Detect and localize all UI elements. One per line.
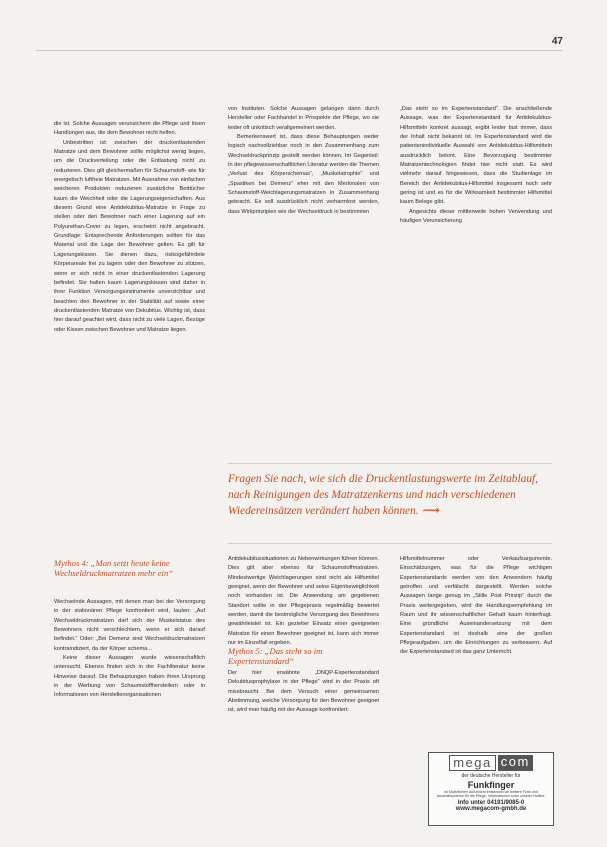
ad-small-text: ist Marktführer! Außerdem entwickeln wir weitere Funk und Anschaltsysteme für die Pflege. Informationen unter unserer Hotline. — [436, 790, 546, 799]
column-3-top — [400, 105, 552, 226]
paragraph: Unbestritten ist: zwischen der druckentlastenden Matratze und dem Bewohner sollte möglichst wenig liegen, um die Druckverteilung oder die Entlastung nicht zu reduzieren. Dies gilt gleichermaßen für Schaumstoff- wie für energetisch luftfreie Matratzen. Mit Ausnahme von einfachen weicheren Produkten reduzieren zusätzliche Betttücher kaum die Weichheit oder die Lagerungseigenschaften. Aus diesem Grund eine Antidekubitus-Matratze in Frage zu stellen oder den Bewohner nach einer Lagerung auf ein Polyurethan-Cover zu legen, erscheint nicht angebracht. Grundlage: Entsprechende Anforderungen sollten für das Material und die Lage der Bewohner gelten. Es gilt für Lagerungskissen. Sie dienen dazu, risikogefährdete Körperareale frei zu lagern oder den Bewohner zu stützen, wenn er sich nicht in einer druckentlastenden Lagerung befindet. Sie halten kaum Lagerungskissen sind daher in ihrer Funktion Versorgungsinstrumente unverzichtbar und beachten den Bewohner in der Stabilität auf sowie einer druckentlastenden Matratze von Dekubitus. Wichtig ist, dass hier darauf geachtet wird, dass nicht zu viele Lagen, Bezüge oder Kissen zwischen Bewohner und Matratze liegen. — [54, 139, 205, 333]
paragraph: von Instituten. Solche Aussagen gelangen dann durch Hersteller oder Fachhandel in Prospekte der Pflege, wo sie leider oft unkritisch verallgemeinert werden. — [228, 106, 379, 131]
ad-phone: Info unter 04191/9085-0 — [457, 799, 525, 806]
logo-left: mega — [449, 755, 496, 771]
ad-website-link[interactable]: www.megacom-gmbh.de — [455, 805, 527, 812]
paragraph: Der hier erwähnte „DNQP-Expertenstandard Dekubitusprophylaxe in der Pflege“ wird in der Praxis oft missbraucht. Bei dem Versuch einer gemeinsamen Abstimmung, welche Versorgung für den Bewohner geeignet ist, wird man häufig mit der Aussage konfrontiert: — [228, 670, 379, 714]
pullquote-rule-bottom — [228, 543, 552, 544]
column-1-bottom — [54, 598, 205, 701]
ad-product: Funkfinger — [467, 780, 515, 790]
paragraph: Hilfsmittelnummer oder Verkaufsargumente. Einschätzungen, was für die Pflege wichtigen Expertenstandards werden von den Anwendern häufig getroffen und verfälscht dargestellt. Werden solche Aussagen lange genug im „Stille Post Prinzip“ durch die Praxis weitergegeben, wird die Handlungsempfehlung im Raum und ihr wissenschaftlicher Gehalt kaum hinterfragt. Eine gründliche Auseinandersetzung mit dem Expertenstandard ist deshalb eine der großen Pflegeaufgaben, um die Einrichtungen zu verbessern. Auf der Expertenstandard ist das ganz Unterricht. — [400, 556, 552, 656]
logo-right: com — [498, 755, 533, 771]
paragraph: Wechselnde Aussagen, mit denen man bei der Versorgung in der stationären Pflege konfrontiert wird, lauten: „Auf Wechseldruckmatratzen darf sich der Muskelstatus des Bewohners nicht verschlechtern, wenn er sich darauf befindet.“ Oder: „Bei Demenz sind Wechseldruckmatratzen kontraindiziert, da der Körper schema... — [54, 599, 205, 652]
pullquote-text: Fragen Sie nach, wie sich die Druckentlastungswerte im Zeitablauf, nach Reinigungen des Matratzenkerns und nach verschiedenen Wiedereinsätzen verändert haben können. — [228, 473, 539, 518]
paragraph: Bemerkenswert ist, dass diese Behauptungen weder logisch nachvollziehbar noch in den Zusammenhang zum Wechseldruckprinzip gestellt werden können. Im Gegenteil: In der pflegewissenschaftlichen Literatur werden die Themen „Verlust des Körperschemas“, „Muskelatrophie“ und „Spastiken bei Demenz“ eher mit den Merkmalen von Schaumstoff-Weichlagerungsmatratzen in Zusammenhang gebracht. Es soll ausdrücklich nicht verharmlost werden, dass Wirkprinzipien wie der Wechseldruck in bestimmten — [228, 134, 379, 215]
column-2-last — [228, 669, 379, 716]
page-number: 47 — [551, 36, 563, 47]
advertisement[interactable] — [428, 752, 554, 826]
column-3-bottom — [400, 555, 552, 658]
column-2-bottom — [228, 555, 379, 648]
column-2-top — [228, 105, 379, 217]
subhead-mythos-4: Mythos 4: „Man setzt heute keine Wechseldruckmatratzen mehr ein“ — [54, 558, 174, 578]
megacom-logo — [429, 755, 553, 771]
paragraph: die ist. Solche Aussagen verunsichern die Pflege und lösen Handlungen aus, die dem Bewohner nicht helfen. — [54, 121, 205, 137]
paragraph: Angesichts dieser mittlerweile hohen Verwendung und häufigen Verunsicherung — [400, 208, 552, 225]
paragraph: Antidekubitussituationen zu Nebenwirkungen führen können. Dies gilt aber ebenso für Schaumstoffmatratzen. Mindestwertige Weichlagerungen sind nicht als Hilfsmittel geeignet, wenn der Bewohner und seine Eigenbeweglichkeit noch vorhanden ist. Die Anwendung am gegebenen Standort sollte in der Pflegepraxis regelmäßig bewertet werden, damit die bestmögliche Versorgung des Bewohners gewährleistet ist. Ein gezielter Einsatz einer geeigneten Matratze für einen Bewohner geeignet ist, kann sich immer nur im Einzelfall ergeben. — [228, 556, 379, 647]
column-1-top — [54, 120, 205, 335]
paragraph: Keine dieser Aussagen wurde wissenschaftlich untersucht. Ebenso finden sich in der Fachliteratur keine Hinweise darauf. Die Behauptungen haben ihren Ursprung in der Werbung von Schaumstoffherstellern oder in Informationen von Herstellerorganisationen — [54, 655, 205, 699]
pullquote-rule-top — [228, 463, 552, 464]
top-rule — [36, 50, 563, 51]
ad-subtitle: der deutsche Hersteller für — [461, 773, 521, 779]
subhead-mythos-5: Mythos 5: „Das steht so im Expertenstandard“ — [228, 646, 323, 666]
paragraph: „Das steht so im Expertenstandard“. Die anschließende Aussage, was der Expertenstandard für Antidekubitus-Hilfsmitteln konkret aussagt, ergibt leider fast immer, dass der Inhalt nicht bekannt ist. Im Expertenstandard wird die patientenindividuelle Auswahl von Antidekubitus-Hilfsmitteln ausdrücklich betont. Eine Bevorzugung bestimmter Matratzentechnologien findet hier nicht statt. Es wird vielmehr darauf hingewiesen, dass die Studienlage im Bereich der Antidekubitus-Hilfsmittel insgesamt noch sehr gering ist und es für die Wirksamkeit bestimmter Hilfsmittel kaum Belege gibt. — [400, 106, 552, 206]
arrow-icon: ⟿ — [422, 503, 440, 518]
pullquote — [228, 472, 552, 520]
